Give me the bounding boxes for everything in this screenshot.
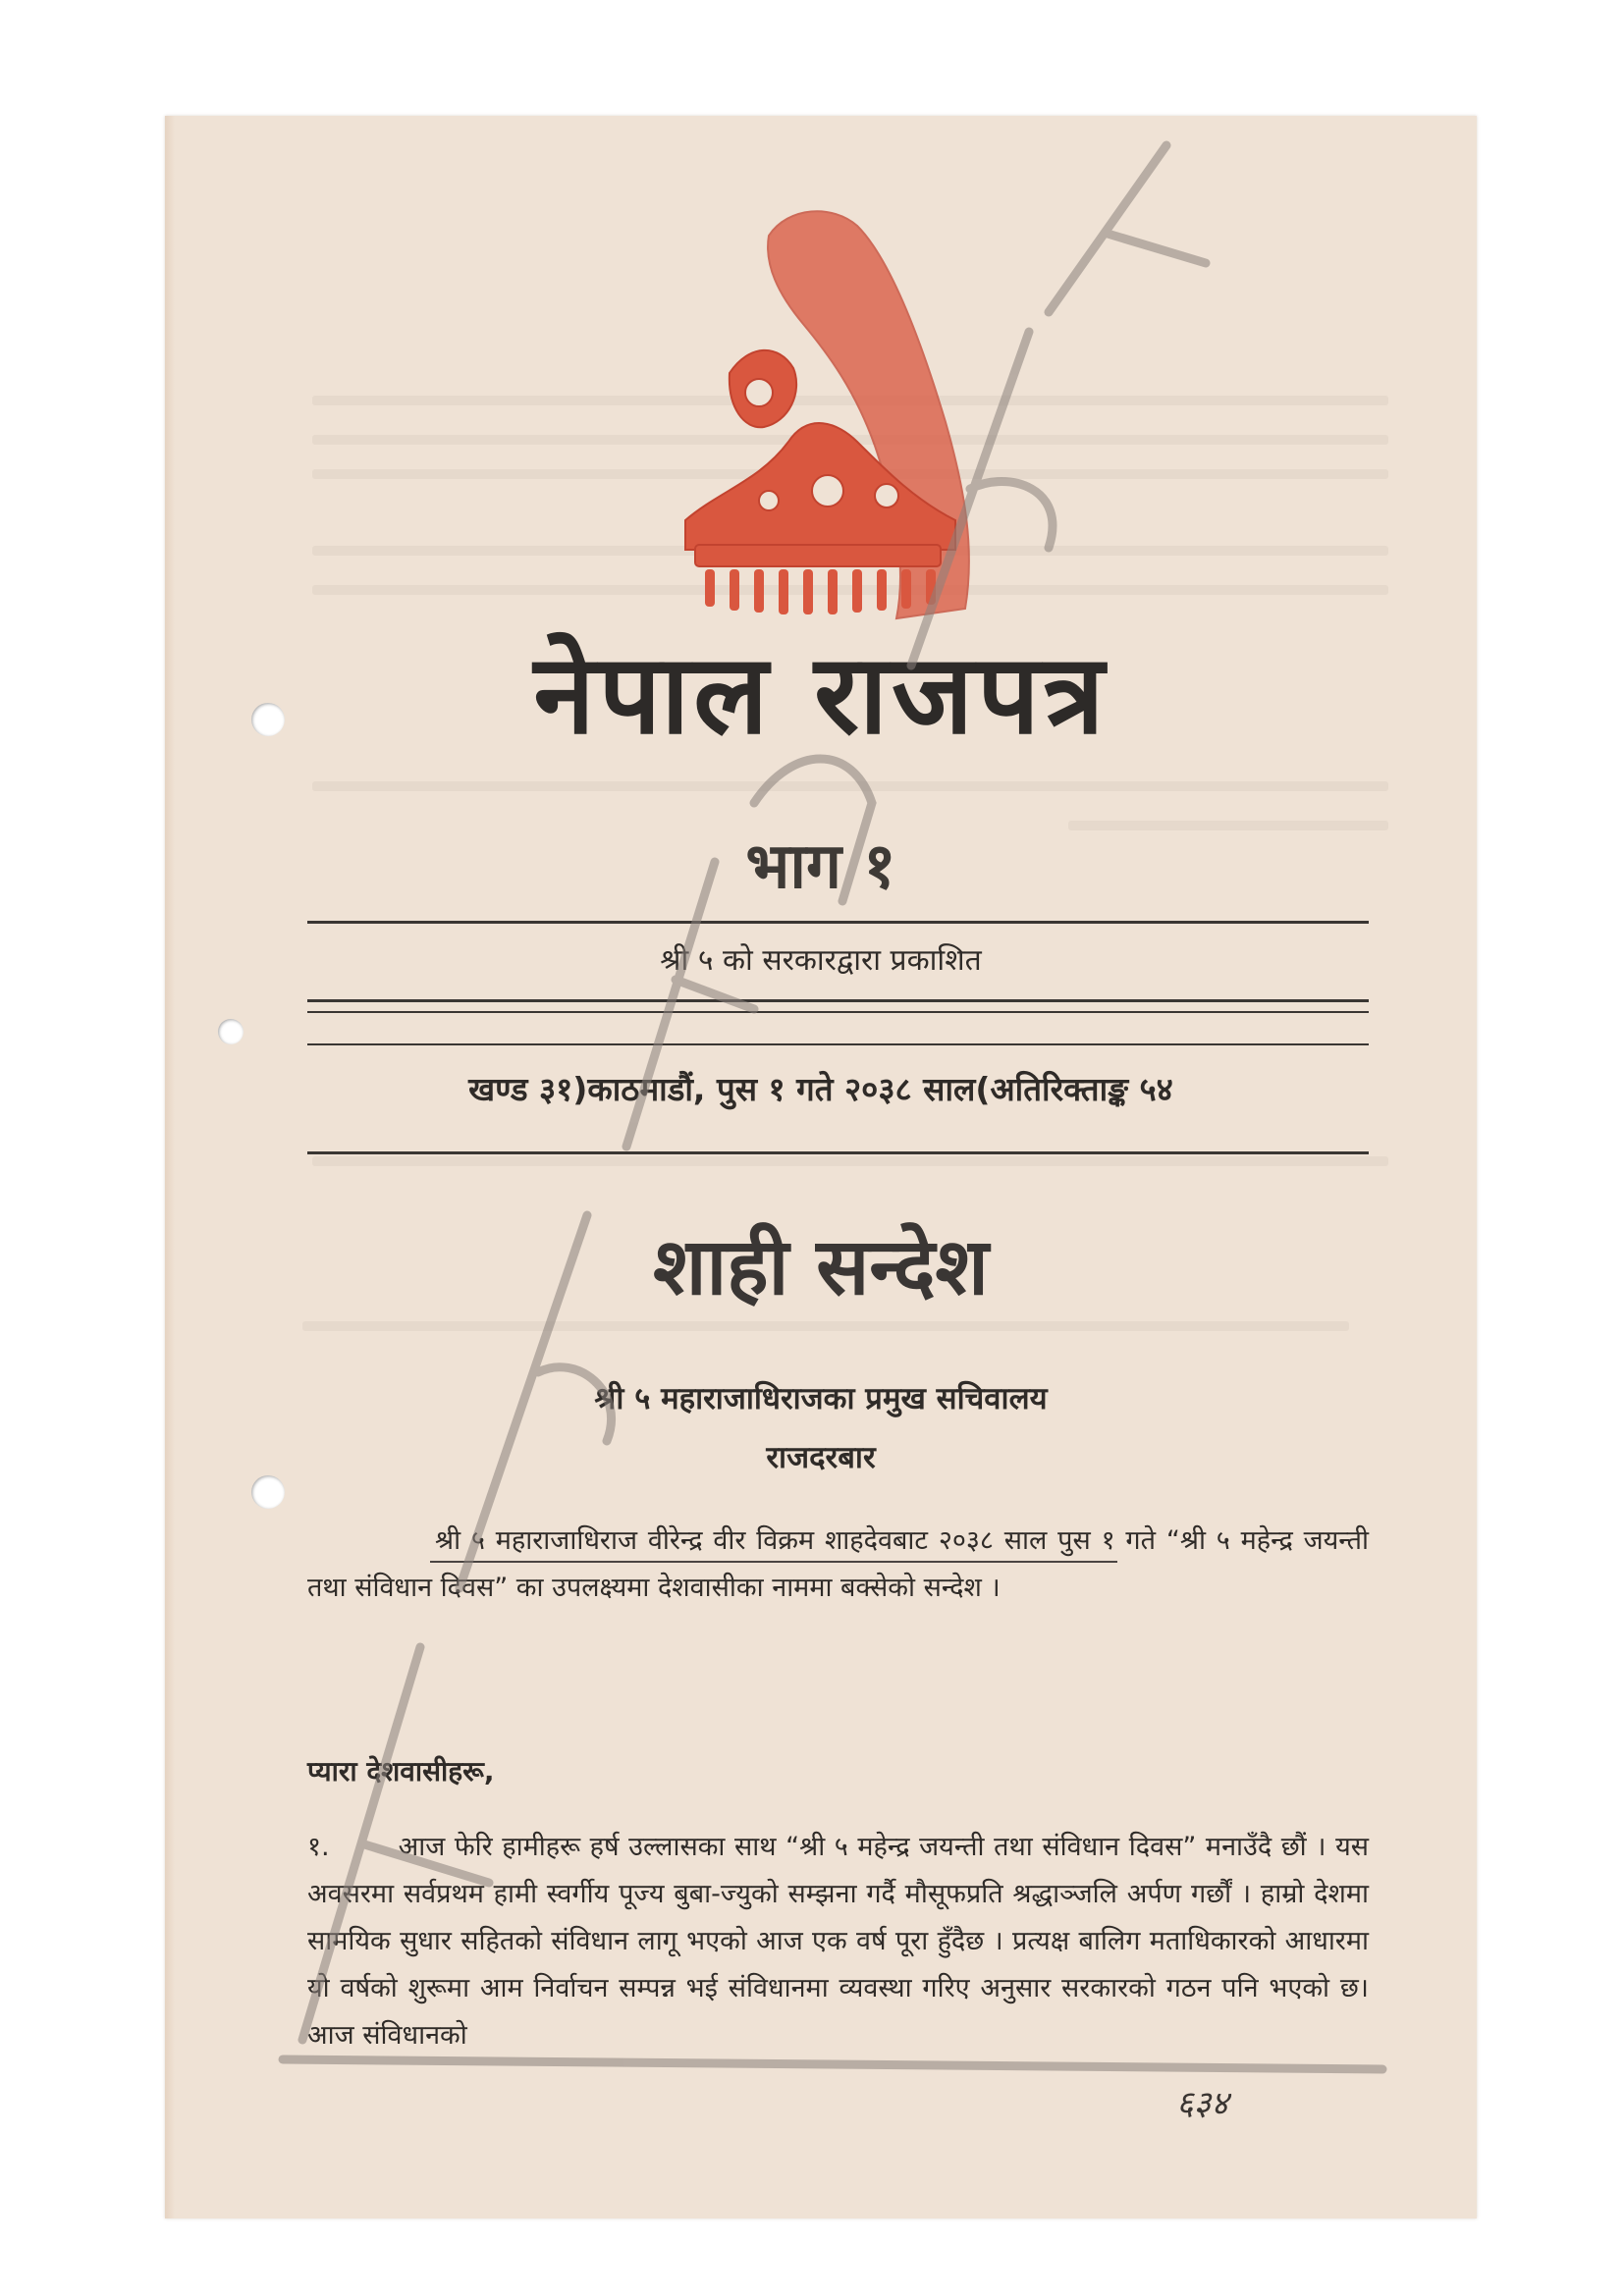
salutation: प्यारा देशवासीहरू,	[307, 1755, 495, 1788]
divider	[307, 1151, 1369, 1154]
gazette-title: नेपाल राजपत्र	[533, 631, 1109, 759]
published-by: श्री ५ को सरकारद्वारा प्रकाशित	[660, 943, 982, 978]
notice-intro: श्री ५ महाराजाधिराज वीरेन्द्र वीर विक्रम शाहदेवबाट २०३८ साल पुस १ गते “श्री ५ महेन्द्र जयन्ती तथा संविधान दिवस” का उपलक्ष्यमा देशवासीका नाममा बक्सेको सन्देश ।	[307, 1525, 1369, 1603]
page-left-edge	[165, 116, 175, 2218]
royal-crown-emblem	[661, 196, 995, 658]
handwritten-underline	[430, 1561, 1117, 1563]
bleed-through-line	[302, 1321, 1349, 1331]
notice-title: शाही सन्देश	[653, 1221, 989, 1312]
volume-line: खण्ड ३१)काठमाडौं, पुस १ गते २०३८ साल(अतिरिक्ताङ्क ५४	[468, 1070, 1173, 1108]
part-label: भाग १	[745, 830, 896, 903]
office-name: श्री ५ महाराजाधिराजका प्रमुख सचिवालय	[594, 1381, 1048, 1416]
bleed-through-line	[312, 781, 1388, 791]
palace-name: राजदरबार	[766, 1440, 876, 1475]
page-mark: ६३४	[1176, 2084, 1229, 2123]
gazette-page	[165, 116, 1477, 2218]
paragraph-1	[307, 1824, 1369, 2059]
bleed-through-line	[312, 1156, 1388, 1166]
paragraph-number: १.	[307, 1832, 330, 1862]
paragraph-text: आज फेरि हामीहरू हर्ष उल्लासका साथ “श्री ५ महेन्द्र जयन्ती तथा संविधान दिवस” मनाउँदै छौं । यस अवसरमा सर्वप्रथम हामी स्वर्गीय पूज्य बुबा-ज्युको सम्झना गर्दै मौसूफप्रति श्रद्धाञ्जलि अर्पण गर्छौं । हाम्रो देशमा सामयिक सुधार सहितको संविधान लागू भएको आज एक वर्ष पूरा हुँदैछ । प्रत्यक्ष बालिग मताधिकारको आधारमा यो वर्षको शुरूमा आम निर्वाचन सम्पन्न भई संविधानमा व्यवस्था गरिए अनुसार सरकारको गठन पनि भएको छ। आज संविधानको	[307, 1832, 1369, 2051]
divider	[307, 1043, 1369, 1045]
divider	[307, 999, 1369, 1002]
divider	[307, 1011, 1369, 1013]
punch-hole-bottom	[251, 1475, 285, 1509]
punch-hole-middle	[218, 1019, 244, 1044]
divider	[307, 921, 1369, 924]
